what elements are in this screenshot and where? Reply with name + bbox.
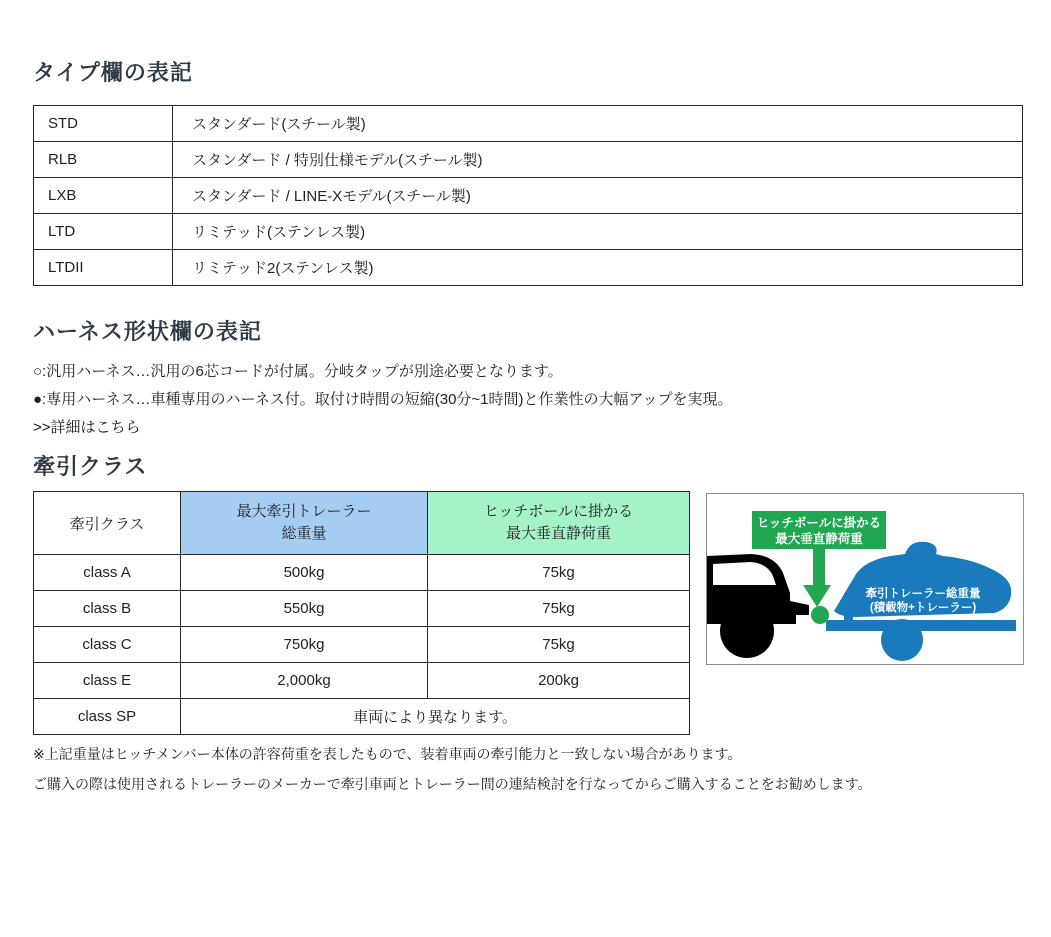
harness-note-generic: ○:汎用ハーネス…汎用の6芯コードが付属。分岐タップが別途必要となります。 [33,363,563,380]
type-code: STD [34,106,173,142]
table-row [34,178,1023,214]
towing-class-table [33,491,690,735]
page-root [0,58,1051,794]
table-row [34,663,690,699]
type-code: LXB [34,178,173,214]
load-cell: 75kg [428,591,690,627]
trailer [826,542,1016,661]
footnote-2: ご購入の際は使用されるトレーラーのメーカーで牽引車両とトレーラー間の連結検討を行なってからご購入することをお勧めします。 [33,776,872,792]
table-row [34,106,1023,142]
section-title-type: タイプ欄の表記 [33,60,193,85]
detail-link[interactable]: >>詳細はこちら [33,419,141,436]
type-desc: スタンダード(スチール製) [173,106,1023,142]
class-cell: class SP [34,699,181,735]
hitch-load-label: 最大垂直静荷重 [775,532,863,546]
type-desc: スタンダード / LINE-Xモデル(スチール製) [173,178,1023,214]
towing-diagram-svg [707,494,1023,664]
class-cell: class E [34,663,181,699]
trailer-label: 牽引トレーラー総重量 [865,588,981,600]
towing-illustration [706,493,1024,665]
load-cell: 200kg [428,663,690,699]
sp-note-cell: 車両により異なります。 [181,699,690,735]
towing-section [33,491,1023,735]
table-row [34,591,690,627]
header-max-trailer-weight [181,492,428,555]
weight-cell: 500kg [181,555,428,591]
weight-cell: 750kg [181,627,428,663]
weight-cell: 550kg [181,591,428,627]
table-row [34,214,1023,250]
class-cell: class B [34,591,181,627]
type-desc: スタンダード / 特別仕様モデル(スチール製) [173,142,1023,178]
type-code: LTD [34,214,173,250]
type-desc: リミテッド2(ステンレス製) [173,250,1023,286]
load-cell: 75kg [428,627,690,663]
class-cell: class C [34,627,181,663]
table-row [34,555,690,591]
table-row [34,142,1023,178]
section-title-harness: ハーネス形状欄の表記 [33,319,262,344]
trailer-wheel [881,619,923,661]
harness-note-dedicated: ●:専用ハーネス…車種専用のハーネス付。取付け時間の短縮(30分~1時間)と作業性の大幅アップを実現。 [33,391,733,408]
header-max-vertical-load [428,492,690,555]
table-row [34,699,690,735]
table-header-row [34,492,690,555]
type-desc: リミテッド(ステンレス製) [173,214,1023,250]
footnote-1: ※上記重量はヒッチメンバー本体の許容荷重を表したもので、装着車両の牽引能力と一致しない場合があります。 [33,746,742,762]
table-row [34,627,690,663]
trailer-label: (積載物+トレーラー) [869,602,977,614]
down-arrow-icon [803,585,831,607]
header-line: 最大牽引トレーラー [236,503,372,520]
car-silhouette [707,554,809,658]
type-table [33,105,1023,286]
section-title-towing: 牽引クラス [33,454,148,479]
type-code: LTDII [34,250,173,286]
header-class: 牽引クラス [34,492,181,555]
class-cell: class A [34,555,181,591]
hitch-ball [811,606,829,624]
header-line: 最大垂直静荷重 [505,525,611,542]
table-row [34,250,1023,286]
type-code: RLB [34,142,173,178]
header-line: 総重量 [281,525,327,542]
car-wheel [720,604,774,658]
header-line: ヒッチボールに掛かる [483,503,634,520]
hitch-load-label: ヒッチボールに掛かる [756,516,882,530]
load-cell: 75kg [428,555,690,591]
weight-cell: 2,000kg [181,663,428,699]
